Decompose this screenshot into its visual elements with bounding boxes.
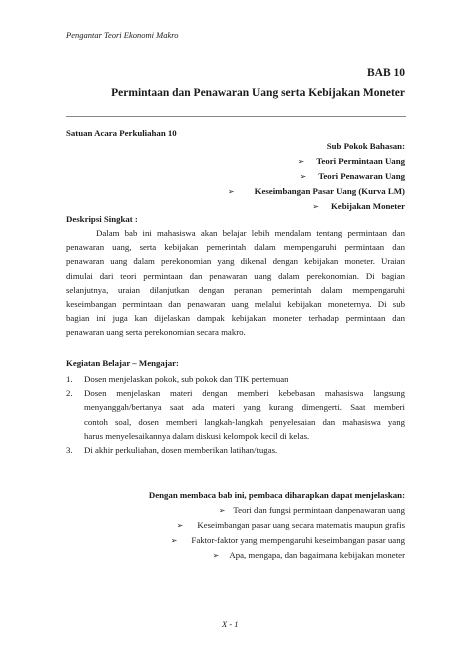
arrow-icon: ➢ bbox=[312, 202, 319, 211]
subtopic-item bbox=[228, 186, 405, 196]
paragraph-line: bagian ini juga kan dijelaskan dampak kebijakan moneter terhadap permintaan dan bbox=[66, 313, 405, 324]
list-line: Di akhir perkuliahan, dosen memberikan latihan/tugas. bbox=[84, 445, 278, 456]
objective-label: Keseimbangan pasar uang secara matematis maupun grafis bbox=[197, 520, 405, 530]
subtopic-item bbox=[300, 171, 405, 181]
subtopic-item bbox=[298, 156, 405, 166]
sap-heading: Satuan Acara Perkuliahan 10 bbox=[66, 128, 177, 138]
list-line: Dosen menjelaskan pokok, sub pokok dan TIK pertemuan bbox=[84, 374, 289, 384]
list-number: 3. bbox=[66, 445, 73, 456]
paragraph-line: penawaran uang serta perekonomian secara makro. bbox=[66, 327, 246, 338]
title-divider bbox=[66, 116, 406, 117]
list-line: contoh soal, dosen memberi langkah-langkah penyelesaian dan mahasiswa yang bbox=[84, 416, 405, 427]
arrow-icon: ➢ bbox=[227, 187, 235, 196]
list-line: menyanggah/bertanya saat ada materi yang kurang dimengerti. Saat memberi bbox=[84, 402, 405, 413]
list-number: 1. bbox=[66, 374, 73, 384]
list-line: Dosen menjelaskan materi dengan memberi kebebasan mahasiswa langsung bbox=[84, 388, 405, 399]
list-number: 2. bbox=[66, 388, 73, 399]
arrow-icon: ➢ bbox=[218, 506, 226, 515]
paragraph-line: Dalam bab ini mahasiswa akan belajar lebih mendalam tentang permintaan dan bbox=[96, 228, 405, 238]
chapter-number: BAB 10 bbox=[366, 67, 405, 79]
description-heading: Deskripsi Singkat : bbox=[66, 214, 138, 224]
arrow-icon: ➢ bbox=[299, 172, 307, 181]
objective-item bbox=[219, 505, 405, 515]
list-item bbox=[66, 443, 405, 457]
activity-heading: Kegiatan Belajar – Mengajar: bbox=[66, 358, 179, 368]
subtopic-label: Kebijakan Moneter bbox=[330, 201, 405, 211]
list-item bbox=[66, 386, 405, 443]
arrow-icon: ➢ bbox=[297, 157, 305, 166]
subtopic-label: Teori Permintaan Uang bbox=[316, 156, 405, 166]
paragraph-line: keseimbangan permintaan dan penawaran uang melalui kebijakan moneternya. Di sub bbox=[66, 299, 405, 310]
arrow-icon: ➢ bbox=[212, 551, 220, 560]
arrow-icon: ➢ bbox=[176, 521, 184, 530]
paragraph-line: dimulai dari teori permintaan dan penawaran uang dalam perekonomian. Di bagian bbox=[66, 270, 405, 281]
activity-list bbox=[66, 372, 405, 457]
objective-item bbox=[213, 550, 405, 560]
list-line: harus menyelesaikannya dalam diskusi kelompok kecil di kelas. bbox=[84, 430, 310, 441]
description-paragraph bbox=[66, 226, 405, 340]
subtopic-item bbox=[312, 201, 405, 211]
objectives-heading: Dengan membaca bab ini, pembaca diharapkan dapat menjelaskan: bbox=[148, 490, 405, 500]
paragraph-line: penawaran uang dalam perekonomian yang dikenal dengan kebijakan moneter. Uraian bbox=[66, 256, 405, 267]
objective-label: Teori dan fungsi permintaan danpenawaran uang bbox=[233, 505, 405, 515]
subtopic-label: Keseimbangan Pasar Uang (Kurva LM) bbox=[254, 186, 405, 196]
objective-label: Faktor-faktor yang mempengaruhi keseimbangan pasar uang bbox=[191, 535, 405, 545]
subtopics-heading: Sub Pokok Bahasan: bbox=[326, 141, 405, 151]
running-header: Pengantar Teori Ekonomi Makro bbox=[66, 30, 179, 40]
arrow-icon: ➢ bbox=[170, 536, 178, 545]
page-number: X - 1 bbox=[222, 619, 239, 629]
objective-label: Apa, mengapa, dan bagaimana kebijakan moneter bbox=[229, 550, 405, 560]
paragraph-line: penawaran uang, serta kebijakan pemerintah dalam mempengaruhi permintaan dan bbox=[66, 242, 405, 253]
subtopic-label: Teori Penawaran Uang bbox=[318, 171, 405, 181]
objective-item bbox=[171, 535, 405, 545]
objective-item bbox=[177, 520, 405, 530]
paragraph-line: selanjutnya, uraian dilanjutkan dengan peranan pemerintah dalam mempengaruhi bbox=[66, 284, 405, 295]
list-item bbox=[66, 372, 405, 386]
chapter-title: Permintaan dan Penawaran Uang serta Kebijakan Moneter bbox=[111, 87, 405, 99]
